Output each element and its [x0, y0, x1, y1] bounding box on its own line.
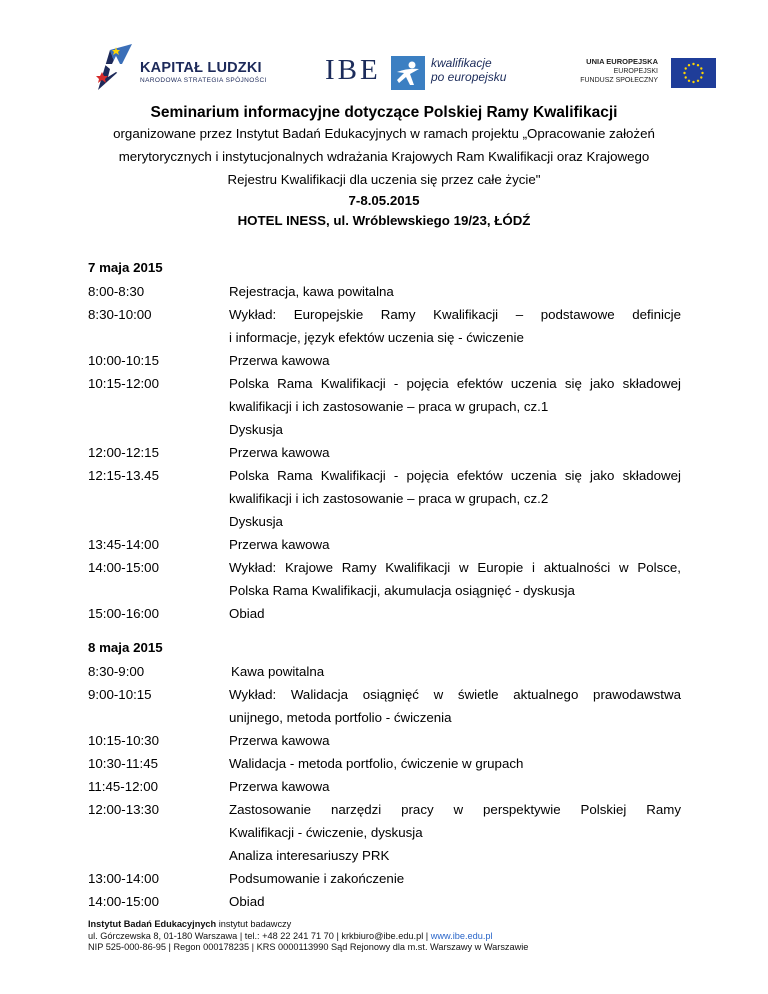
schedule-description-line: kwalifikacji i ich zastosowanie – praca w grupach, cz.1 — [229, 399, 549, 414]
ibe-wordmark: IBE — [325, 54, 381, 86]
footer-org-name: Instytut Badań Edukacyjnych — [88, 919, 217, 929]
footer-website-link[interactable]: www.ibe.edu.pl — [430, 930, 493, 941]
schedule-description-line: Polska Rama Kwalifikacji - pojęcia efektów uczenia się jako składowej — [229, 376, 681, 391]
schedule-description — [229, 307, 681, 353]
document-title: Seminarium informacyjne dotyczące Polskiej Ramy Kwalifikacji — [150, 104, 618, 121]
schedule-description-line: Przerwa kawowa — [229, 537, 330, 552]
schedule-description — [229, 445, 681, 468]
schedule-description-line: Analiza interesariuszy PRK — [229, 848, 390, 863]
schedule-description-line: Polska Rama Kwalifikacji - pojęcia efektów uczenia się jako składowej — [229, 468, 681, 483]
schedule-description-line: kwalifikacji i ich zastosowanie – praca w grupach, cz.2 — [229, 491, 549, 506]
schedule-description — [229, 756, 681, 779]
schedule-time: 10:00-10:15 — [88, 353, 159, 368]
org-line-1: organizowane przez Instytut Badań Edukacyjnych w ramach projektu „Opracowanie założeń — [113, 126, 655, 141]
schedule-description-line: Kwalifikacji - ćwiczenie, dyskusja — [229, 825, 423, 840]
schedule-description — [229, 606, 681, 629]
schedule-description — [229, 284, 681, 307]
schedule-description — [229, 802, 681, 871]
schedule-description-line: unijnego, metoda portfolio - ćwiczenia — [229, 710, 452, 725]
schedule-time: 10:15-10:30 — [88, 733, 159, 748]
schedule-description-line: Przerwa kawowa — [229, 733, 330, 748]
schedule-description-line: Przerwa kawowa — [229, 779, 330, 794]
schedule-description — [229, 353, 681, 376]
schedule-description-line: Przerwa kawowa — [229, 353, 330, 368]
schedule-description-line: Obiad — [229, 606, 265, 621]
schedule-description-line: Zastosowanie narzędzi pracy w perspektywie Polskiej Ramy — [229, 802, 681, 817]
org-line-3: Rejestru Kwalifikacji dla uczenia się przez całe życie" — [227, 172, 541, 187]
footer-org — [88, 919, 528, 931]
schedule-description-line: Podsumowanie i zakończenie — [229, 871, 405, 886]
org-line-2: merytorycznych i instytucjonalnych wdrażania Krajowych Ram Kwalifikacji oraz Krajowego — [118, 149, 650, 164]
schedule-time: 8:30-9:00 — [88, 664, 145, 679]
schedule — [88, 0, 688, 994]
footer-contact: ul. Górczewska 8, 01-180 Warszawa | tel.: +48 22 241 71 70 | krkbiuro@ibe.edu.pl | — [88, 930, 431, 941]
schedule-time: 13:00-14:00 — [88, 871, 159, 886]
event-venue: HOTEL INESS, ul. Wróblewskiego 19/23, ŁÓDŹ — [237, 213, 531, 228]
schedule-time: 13:45-14:00 — [88, 537, 159, 552]
schedule-time: 11:45-12:00 — [88, 779, 158, 794]
schedule-time: 12:00-13:30 — [88, 802, 159, 817]
schedule-description-line: Wykład: Europejskie Ramy Kwalifikacji – podstawowe definicje — [229, 307, 681, 322]
schedule-description-line: Polska Rama Kwalifikacji, akumulacja osiągnięć - dyskusja — [229, 583, 575, 598]
schedule-time: 9:00-10:15 — [88, 687, 152, 702]
schedule-description — [229, 560, 681, 606]
ibe-tagline-line-1: kwalifikacje — [431, 56, 492, 70]
schedule-description — [229, 687, 681, 733]
schedule-description — [229, 894, 681, 917]
schedule-description-line: Kawa powitalna — [231, 664, 325, 679]
day-1-heading: 7 maja 2015 — [88, 260, 163, 275]
schedule-time: 12:00-12:15 — [88, 445, 159, 460]
schedule-description — [231, 664, 683, 687]
schedule-time: 14:00-15:00 — [88, 894, 159, 909]
schedule-description-line: i informacje, język efektów uczenia się - ćwiczenie — [229, 330, 524, 345]
day-2-heading: 8 maja 2015 — [88, 640, 163, 655]
eu-line-3: FUNDUSZ SPOŁECZNY — [580, 77, 658, 84]
schedule-description — [229, 779, 681, 802]
schedule-description — [229, 468, 681, 537]
schedule-description-line: Przerwa kawowa — [229, 445, 330, 460]
kapital-ludzki-title: KAPITAŁ LUDZKI — [140, 60, 262, 76]
footer-org-type: instytut badawczy — [216, 919, 292, 929]
schedule-description-line: Rejestracja, kawa powitalna — [229, 284, 394, 299]
schedule-description — [229, 733, 681, 756]
footer — [88, 919, 528, 954]
eu-line-2: EUROPEJSKI — [613, 68, 658, 75]
schedule-time: 8:00-8:30 — [88, 284, 145, 299]
schedule-description — [229, 537, 681, 560]
schedule-time: 15:00-16:00 — [88, 606, 159, 621]
kapital-ludzki-subtitle: NARODOWA STRATEGIA SPÓJNOŚCI — [140, 77, 267, 84]
schedule-description — [229, 376, 681, 445]
schedule-time: 10:15-12:00 — [88, 376, 159, 391]
schedule-time: 10:30-11:45 — [88, 756, 158, 771]
schedule-description-line: Dyskusja — [229, 514, 283, 529]
schedule-description-line: Dyskusja — [229, 422, 283, 437]
schedule-time: 8:30-10:00 — [88, 307, 152, 322]
schedule-description-line: Walidacja - metoda portfolio, ćwiczenie w grupach — [229, 756, 524, 771]
ibe-tagline-line-2: po europejsku — [431, 70, 507, 84]
eu-line-1: UNIA EUROPEJSKA — [586, 57, 658, 66]
schedule-description-line: Wykład: Krajowe Ramy Kwalifikacji w Europie i aktualności w Polsce, — [229, 560, 681, 575]
schedule-time: 12:15-13.45 — [88, 468, 159, 483]
event-dates: 7-8.05.2015 — [348, 193, 420, 208]
footer-address — [88, 931, 528, 943]
schedule-description-line: Wykład: Walidacja osiągnięć w świetle aktualnego prawodawstwa — [229, 687, 681, 702]
schedule-time: 14:00-15:00 — [88, 560, 159, 575]
schedule-description-line: Obiad — [229, 894, 265, 909]
footer-registry: NIP 525-000-86-95 | Regon 000178235 | KRS 0000113990 Sąd Rejonowy dla m.st. Warszawy w Warszawie — [88, 942, 529, 952]
schedule-description — [229, 871, 681, 894]
